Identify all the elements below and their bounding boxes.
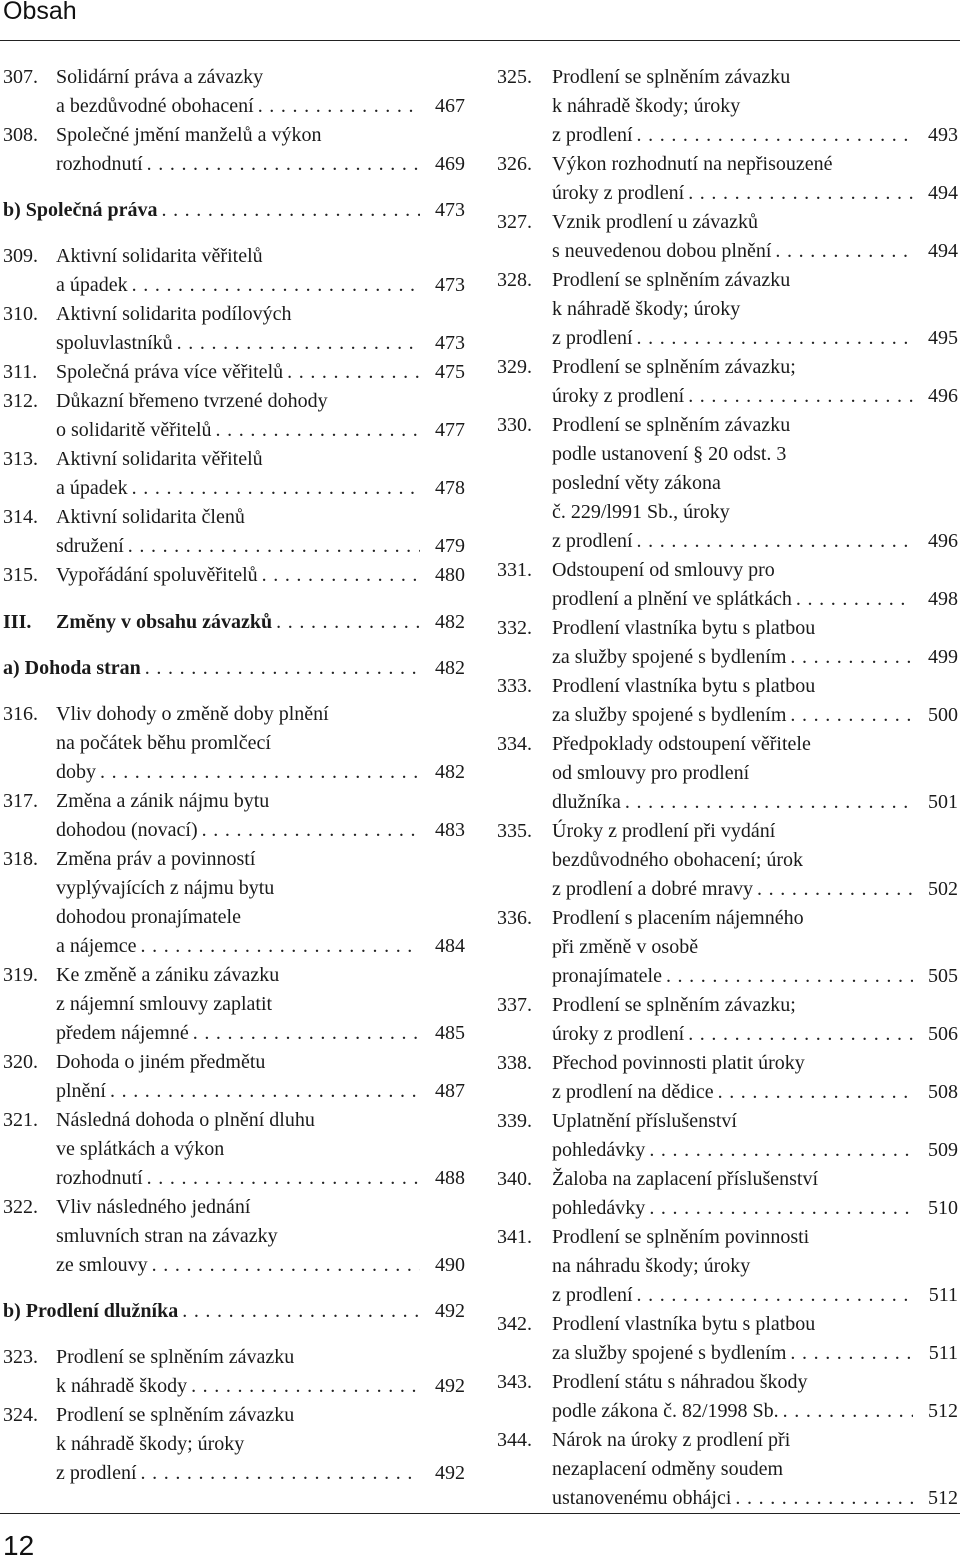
entry-title: z prodlení [552, 124, 633, 146]
entry-title: za služby spojené s bydlením [552, 646, 787, 668]
toc-entry-307[interactable] [3, 63, 465, 121]
dot-leader [783, 1397, 913, 1426]
dot-leader [147, 150, 420, 179]
toc-entry-323[interactable] [3, 1343, 465, 1401]
toc-entry-320[interactable] [3, 1048, 465, 1106]
entry-page: 498 [928, 588, 958, 610]
entry-title: Prodlení se splněním povinnosti [552, 1226, 810, 1248]
entry-title: Změna a zánik nájmu bytu [56, 790, 270, 812]
entry-title: Prodlení se splněním závazku [552, 269, 791, 291]
entry-title: Vypořádání spoluvěřitelů [56, 564, 258, 586]
entry-title: z nájemní smlouvy zaplatit [56, 993, 273, 1015]
entry-page: 482 [435, 657, 465, 679]
entry-number: 329. [497, 356, 532, 378]
entry-number: 308. [3, 124, 38, 146]
page-title: Obsah [3, 0, 77, 25]
dot-leader [182, 1297, 420, 1326]
entry-title: úroky z prodlení [552, 385, 685, 407]
entry-number: 325. [497, 66, 532, 88]
toc-section-a-dohoda-stran[interactable] [3, 654, 465, 683]
entry-page: 492 [435, 1375, 465, 1397]
entry-page: 487 [435, 1080, 465, 1102]
entry-page: 511 [928, 1342, 958, 1364]
dot-leader [637, 121, 913, 150]
entry-number: 328. [497, 269, 532, 291]
entry-number: 340. [497, 1168, 532, 1190]
entry-page: 502 [928, 878, 958, 900]
toc-entry-340[interactable] [497, 1165, 958, 1223]
toc-entry-309[interactable] [3, 242, 465, 300]
entry-number: 320. [3, 1051, 38, 1073]
toc-entry-325[interactable] [497, 63, 958, 150]
entry-number: 339. [497, 1110, 532, 1132]
entry-title: Důkazní břemeno tvrzené dohody [56, 390, 328, 412]
dot-leader [191, 1372, 420, 1401]
entry-number: 307. [3, 66, 38, 88]
entry-page: 506 [928, 1023, 958, 1045]
entry-page: 496 [928, 530, 958, 552]
entry-number: 310. [3, 303, 38, 325]
entry-title: k náhradě škody; úroky [56, 1433, 245, 1455]
toc-entry-338[interactable] [497, 1049, 958, 1107]
entry-page: 469 [435, 153, 465, 175]
entry-title: smluvních stran na závazky [56, 1225, 278, 1247]
toc-entry-339[interactable] [497, 1107, 958, 1165]
toc-entry-310[interactable] [3, 300, 465, 358]
toc-entry-333[interactable] [497, 672, 958, 730]
entry-number: 311. [3, 361, 38, 383]
toc-entry-327[interactable] [497, 208, 958, 266]
entry-page: 500 [928, 704, 958, 726]
entry-number: 335. [497, 820, 532, 842]
dot-leader [718, 1078, 913, 1107]
entry-number: 344. [497, 1429, 532, 1451]
entry-title: Následná dohoda o plnění dluhu [56, 1109, 315, 1131]
entry-title: za služby spojené s bydlením [552, 704, 787, 726]
entry-title: k náhradě škody; úroky [552, 298, 741, 320]
entry-title: ze smlouvy [56, 1254, 148, 1276]
entry-page: 492 [435, 1462, 465, 1484]
toc-entry-332[interactable] [497, 614, 958, 672]
dot-leader [132, 271, 420, 300]
dot-leader [128, 532, 420, 561]
dot-leader [625, 788, 913, 817]
entry-page: 485 [435, 1022, 465, 1044]
entry-page: 508 [928, 1081, 958, 1103]
entry-page: 494 [928, 182, 958, 204]
toc-entry-341[interactable] [497, 1223, 958, 1310]
entry-title: Předpoklady odstoupení věřitele [552, 733, 811, 755]
entry-page: 475 [435, 361, 465, 383]
entry-number: 337. [497, 994, 532, 1016]
entry-page: 484 [435, 935, 465, 957]
entry-title: a úpadek [56, 477, 128, 499]
entry-title: rozhodnutí [56, 153, 143, 175]
entry-title: Aktivní solidarita věřitelů [56, 448, 263, 470]
toc-entry-336[interactable] [497, 904, 958, 991]
entry-number: 309. [3, 245, 38, 267]
toc-entry-315[interactable] [3, 561, 465, 590]
toc-section-b-spolecna-prava[interactable] [3, 196, 465, 225]
entry-title: podle ustanovení § 20 odst. 3 [552, 443, 787, 465]
dot-leader [637, 527, 913, 556]
toc-entry-337[interactable] [497, 991, 958, 1049]
entry-title: č. 229/l991 Sb., úroky [552, 501, 730, 523]
entry-number: 330. [497, 414, 532, 436]
entry-title: pohledávky [552, 1139, 646, 1161]
entry-page: 496 [928, 385, 958, 407]
entry-number: 341. [497, 1226, 532, 1248]
dot-leader [193, 1019, 420, 1048]
entry-number: 314. [3, 506, 38, 528]
entry-title: dlužníka [552, 791, 621, 813]
entry-title: vyplývajících z nájmu bytu [56, 877, 275, 899]
entry-title: a nájemce [56, 935, 137, 957]
dot-leader [177, 329, 420, 358]
entry-title: Prodlení státu s náhradou škody [552, 1371, 808, 1393]
entry-number: 319. [3, 964, 38, 986]
entry-title: z prodlení a dobré mravy [552, 878, 754, 900]
entry-title: Výkon rozhodnutí na nepřisouzené [552, 153, 833, 175]
entry-title: podle zákona č. 82/1998 Sb. [552, 1400, 779, 1422]
entry-title: Změna práv a povinností [56, 848, 256, 870]
dot-leader [100, 758, 420, 787]
entry-page: 493 [928, 124, 958, 146]
dot-leader [666, 962, 913, 991]
toc-entry-328[interactable] [497, 266, 958, 353]
entry-title: k náhradě škody [56, 1375, 188, 1397]
entry-title: Prodlení vlastníka bytu s platbou [552, 1313, 816, 1335]
entry-number: 323. [3, 1346, 38, 1368]
toc-entry-311[interactable] [3, 358, 465, 387]
dot-leader [287, 358, 420, 387]
dot-leader [141, 932, 421, 961]
toc-entry-344[interactable] [497, 1426, 958, 1513]
entry-number: 315. [3, 564, 38, 586]
toc-right-column [497, 63, 958, 1513]
entry-page: 478 [435, 477, 465, 499]
dot-leader [796, 585, 913, 614]
toc-entry-317[interactable] [3, 787, 465, 845]
dot-leader [688, 1020, 913, 1049]
entry-title: dohodou pronajímatele [56, 906, 241, 928]
entry-title: Vliv následného jednání [56, 1196, 251, 1218]
entry-title: Prodlení se splněním závazku [552, 66, 791, 88]
toc-entry-331[interactable] [497, 556, 958, 614]
entry-page: 479 [435, 535, 465, 557]
dot-leader [649, 1136, 913, 1165]
entry-title: od smlouvy pro prodlení [552, 762, 750, 784]
entry-title: Prodlení se splněním závazku [552, 414, 791, 436]
toc-entry-308[interactable] [3, 121, 465, 179]
dot-leader [735, 1484, 913, 1513]
toc-entry-334[interactable] [497, 730, 958, 817]
entry-page: 499 [928, 646, 958, 668]
toc-section-b-prodleni-dluznika[interactable] [3, 1297, 465, 1326]
entry-title: na počátek běhu promlčecí [56, 732, 271, 754]
entry-title: Prodlení se splněním závazku; [552, 356, 796, 378]
entry-page: 512 [928, 1487, 958, 1509]
entry-title: Společné jmění manželů a výkon [56, 124, 322, 146]
toc-entry-312[interactable] [3, 387, 465, 445]
entry-number: 318. [3, 848, 38, 870]
toc-left-column [3, 63, 465, 1488]
entry-number: 327. [497, 211, 532, 233]
toc-entry-335[interactable] [497, 817, 958, 904]
entry-title: z prodlení [552, 530, 633, 552]
chapter-heading: Změny v obsahu závazků [56, 611, 273, 633]
entry-title: rozhodnutí [56, 1167, 143, 1189]
entry-page: 511 [928, 1284, 958, 1306]
toc-entry-316[interactable] [3, 700, 465, 787]
dot-leader [216, 416, 420, 445]
entry-title: poslední věty zákona [552, 472, 721, 494]
toc-entry-314[interactable] [3, 503, 465, 561]
entry-page: 477 [435, 419, 465, 441]
dot-leader [202, 816, 420, 845]
toc-entry-342[interactable] [497, 1310, 958, 1368]
entry-title: Vliv dohody o změně doby plnění [56, 703, 329, 725]
entry-page: 494 [928, 240, 958, 262]
entry-page: 482 [435, 761, 465, 783]
section-heading: b) Prodlení dlužníka [3, 1300, 179, 1322]
entry-title: Ke změně a zániku závazku [56, 964, 280, 986]
dot-leader [258, 92, 420, 121]
entry-title: Dohoda o jiném předmětu [56, 1051, 266, 1073]
entry-page: 490 [435, 1254, 465, 1276]
entry-page: 512 [928, 1400, 958, 1422]
toc-entry-324[interactable] [3, 1401, 465, 1488]
entry-page: 473 [435, 199, 465, 221]
entry-number: 331. [497, 559, 532, 581]
entry-title: ustanovenému obhájci [552, 1487, 732, 1509]
dot-leader [757, 875, 913, 904]
entry-number: 333. [497, 675, 532, 697]
entry-title: Aktivní solidarita podílových [56, 303, 292, 325]
entry-title: Uplatnění příslušenství [552, 1110, 737, 1132]
entry-title: o solidaritě věřitelů [56, 419, 212, 441]
dot-leader [790, 643, 913, 672]
entry-number: 342. [497, 1313, 532, 1335]
section-heading: b) Společná práva [3, 199, 158, 221]
entry-page: 480 [435, 564, 465, 586]
toc-entry-321[interactable] [3, 1106, 465, 1193]
dot-leader [145, 654, 420, 683]
entry-number: 326. [497, 153, 532, 175]
entry-title: z prodlení [552, 327, 633, 349]
entry-title: Solidární práva a závazky [56, 66, 264, 88]
entry-title: bezdůvodného obohacení; úrok [552, 849, 804, 871]
entry-title: pronajímatele [552, 965, 662, 987]
entry-page: 467 [435, 95, 465, 117]
entry-page: 501 [928, 791, 958, 813]
section-heading: a) Dohoda stran [3, 657, 141, 679]
entry-title: a úpadek [56, 274, 128, 296]
entry-title: Přechod povinnosti platit úroky [552, 1052, 805, 1074]
entry-page: 473 [435, 332, 465, 354]
footer-rule [0, 1513, 960, 1514]
entry-title: Prodlení se splněním závazku; [552, 994, 796, 1016]
entry-title: z prodlení [56, 1462, 137, 1484]
entry-title: Vznik prodlení u závazků [552, 211, 759, 233]
dot-leader [688, 179, 913, 208]
chapter-number: III. [3, 611, 32, 633]
entry-title: za služby spojené s bydlením [552, 1342, 787, 1364]
entry-number: 321. [3, 1109, 38, 1131]
toc-entry-313[interactable] [3, 445, 465, 503]
entry-title: Prodlení s placením nájemného [552, 907, 804, 929]
entry-number: 313. [3, 448, 38, 470]
entry-title: k náhradě škody; úroky [552, 95, 741, 117]
entry-number: 338. [497, 1052, 532, 1074]
dot-leader [262, 561, 420, 590]
entry-page: 510 [928, 1197, 958, 1219]
entry-number: 332. [497, 617, 532, 639]
toc-entry-319[interactable] [3, 961, 465, 1048]
entry-title: pohledávky [552, 1197, 646, 1219]
entry-title: při změně v osobě [552, 936, 699, 958]
entry-page: 473 [435, 274, 465, 296]
entry-page: 509 [928, 1139, 958, 1161]
dot-leader [649, 1194, 913, 1223]
entry-title: Aktivní solidarita věřitelů [56, 245, 263, 267]
entry-page: 492 [435, 1300, 465, 1322]
dot-leader [790, 701, 913, 730]
entry-title: Prodlení se splněním závazku [56, 1404, 295, 1426]
entry-title: nezaplacení odměny soudem [552, 1458, 784, 1480]
entry-title: Odstoupení od smlouvy pro [552, 559, 775, 581]
toc-entry-343[interactable] [497, 1368, 958, 1426]
entry-page: 488 [435, 1167, 465, 1189]
toc-entry-329[interactable] [497, 353, 958, 411]
entry-number: 322. [3, 1196, 38, 1218]
dot-leader [147, 1164, 420, 1193]
entry-title: Prodlení vlastníka bytu s platbou [552, 617, 816, 639]
entry-number: 324. [3, 1404, 38, 1426]
entry-title: Prodlení se splněním závazku [56, 1346, 295, 1368]
entry-title: dohodou (novací) [56, 819, 198, 841]
dot-leader [637, 1281, 913, 1310]
dot-leader [161, 196, 420, 225]
entry-title: Nárok na úroky z prodlení při [552, 1429, 791, 1451]
entry-title: doby [56, 761, 96, 783]
entry-number: 343. [497, 1371, 532, 1393]
toc-entry-318[interactable] [3, 845, 465, 961]
entry-title: Společná práva více věřitelů [56, 361, 284, 383]
entry-title: s neuvedenou dobou plnění [552, 240, 772, 262]
toc-entry-326[interactable] [497, 150, 958, 208]
dot-leader [110, 1077, 420, 1106]
entry-title: ve splátkách a výkon [56, 1138, 225, 1160]
entry-title: prodlení a plnění ve splátkách [552, 588, 792, 610]
dot-leader [688, 382, 913, 411]
dot-leader [152, 1251, 420, 1280]
entry-number: 312. [3, 390, 38, 412]
toc-entry-322[interactable] [3, 1193, 465, 1280]
entry-number: 336. [497, 907, 532, 929]
page-header [0, 0, 960, 41]
dot-leader [141, 1459, 420, 1488]
entry-page: 505 [928, 965, 958, 987]
entry-page: 482 [435, 611, 465, 633]
entry-title: Žaloba na zaplacení příslušenství [552, 1168, 819, 1190]
entry-number: 316. [3, 703, 38, 725]
dot-leader [775, 237, 913, 266]
dot-leader [132, 474, 420, 503]
entry-title: sdružení [56, 535, 124, 557]
entry-title: předem nájemné [56, 1022, 189, 1044]
entry-page: 483 [435, 819, 465, 841]
dot-leader [276, 608, 420, 637]
toc-entry-330[interactable] [497, 411, 958, 556]
entry-title: z prodlení na dědice [552, 1081, 714, 1103]
entry-title: Úroky z prodlení při vydání [552, 820, 776, 842]
entry-title: plnění [56, 1080, 106, 1102]
entry-title: z prodlení [552, 1284, 633, 1306]
page-number: 12 [3, 1530, 35, 1561]
entry-title: úroky z prodlení [552, 1023, 685, 1045]
entry-title: a bezdůvodné obohacení [56, 95, 254, 117]
entry-title: úroky z prodlení [552, 182, 685, 204]
entry-page: 495 [928, 327, 958, 349]
entry-title: spoluvlastníků [56, 332, 173, 354]
entry-title: Prodlení vlastníka bytu s platbou [552, 675, 816, 697]
entry-title: na náhradu škody; úroky [552, 1255, 751, 1277]
dot-leader [637, 324, 913, 353]
entry-title: Aktivní solidarita členů [56, 506, 245, 528]
dot-leader [790, 1339, 913, 1368]
toc-chapter-iii[interactable] [3, 608, 465, 637]
entry-number: 317. [3, 790, 38, 812]
entry-number: 334. [497, 733, 532, 755]
